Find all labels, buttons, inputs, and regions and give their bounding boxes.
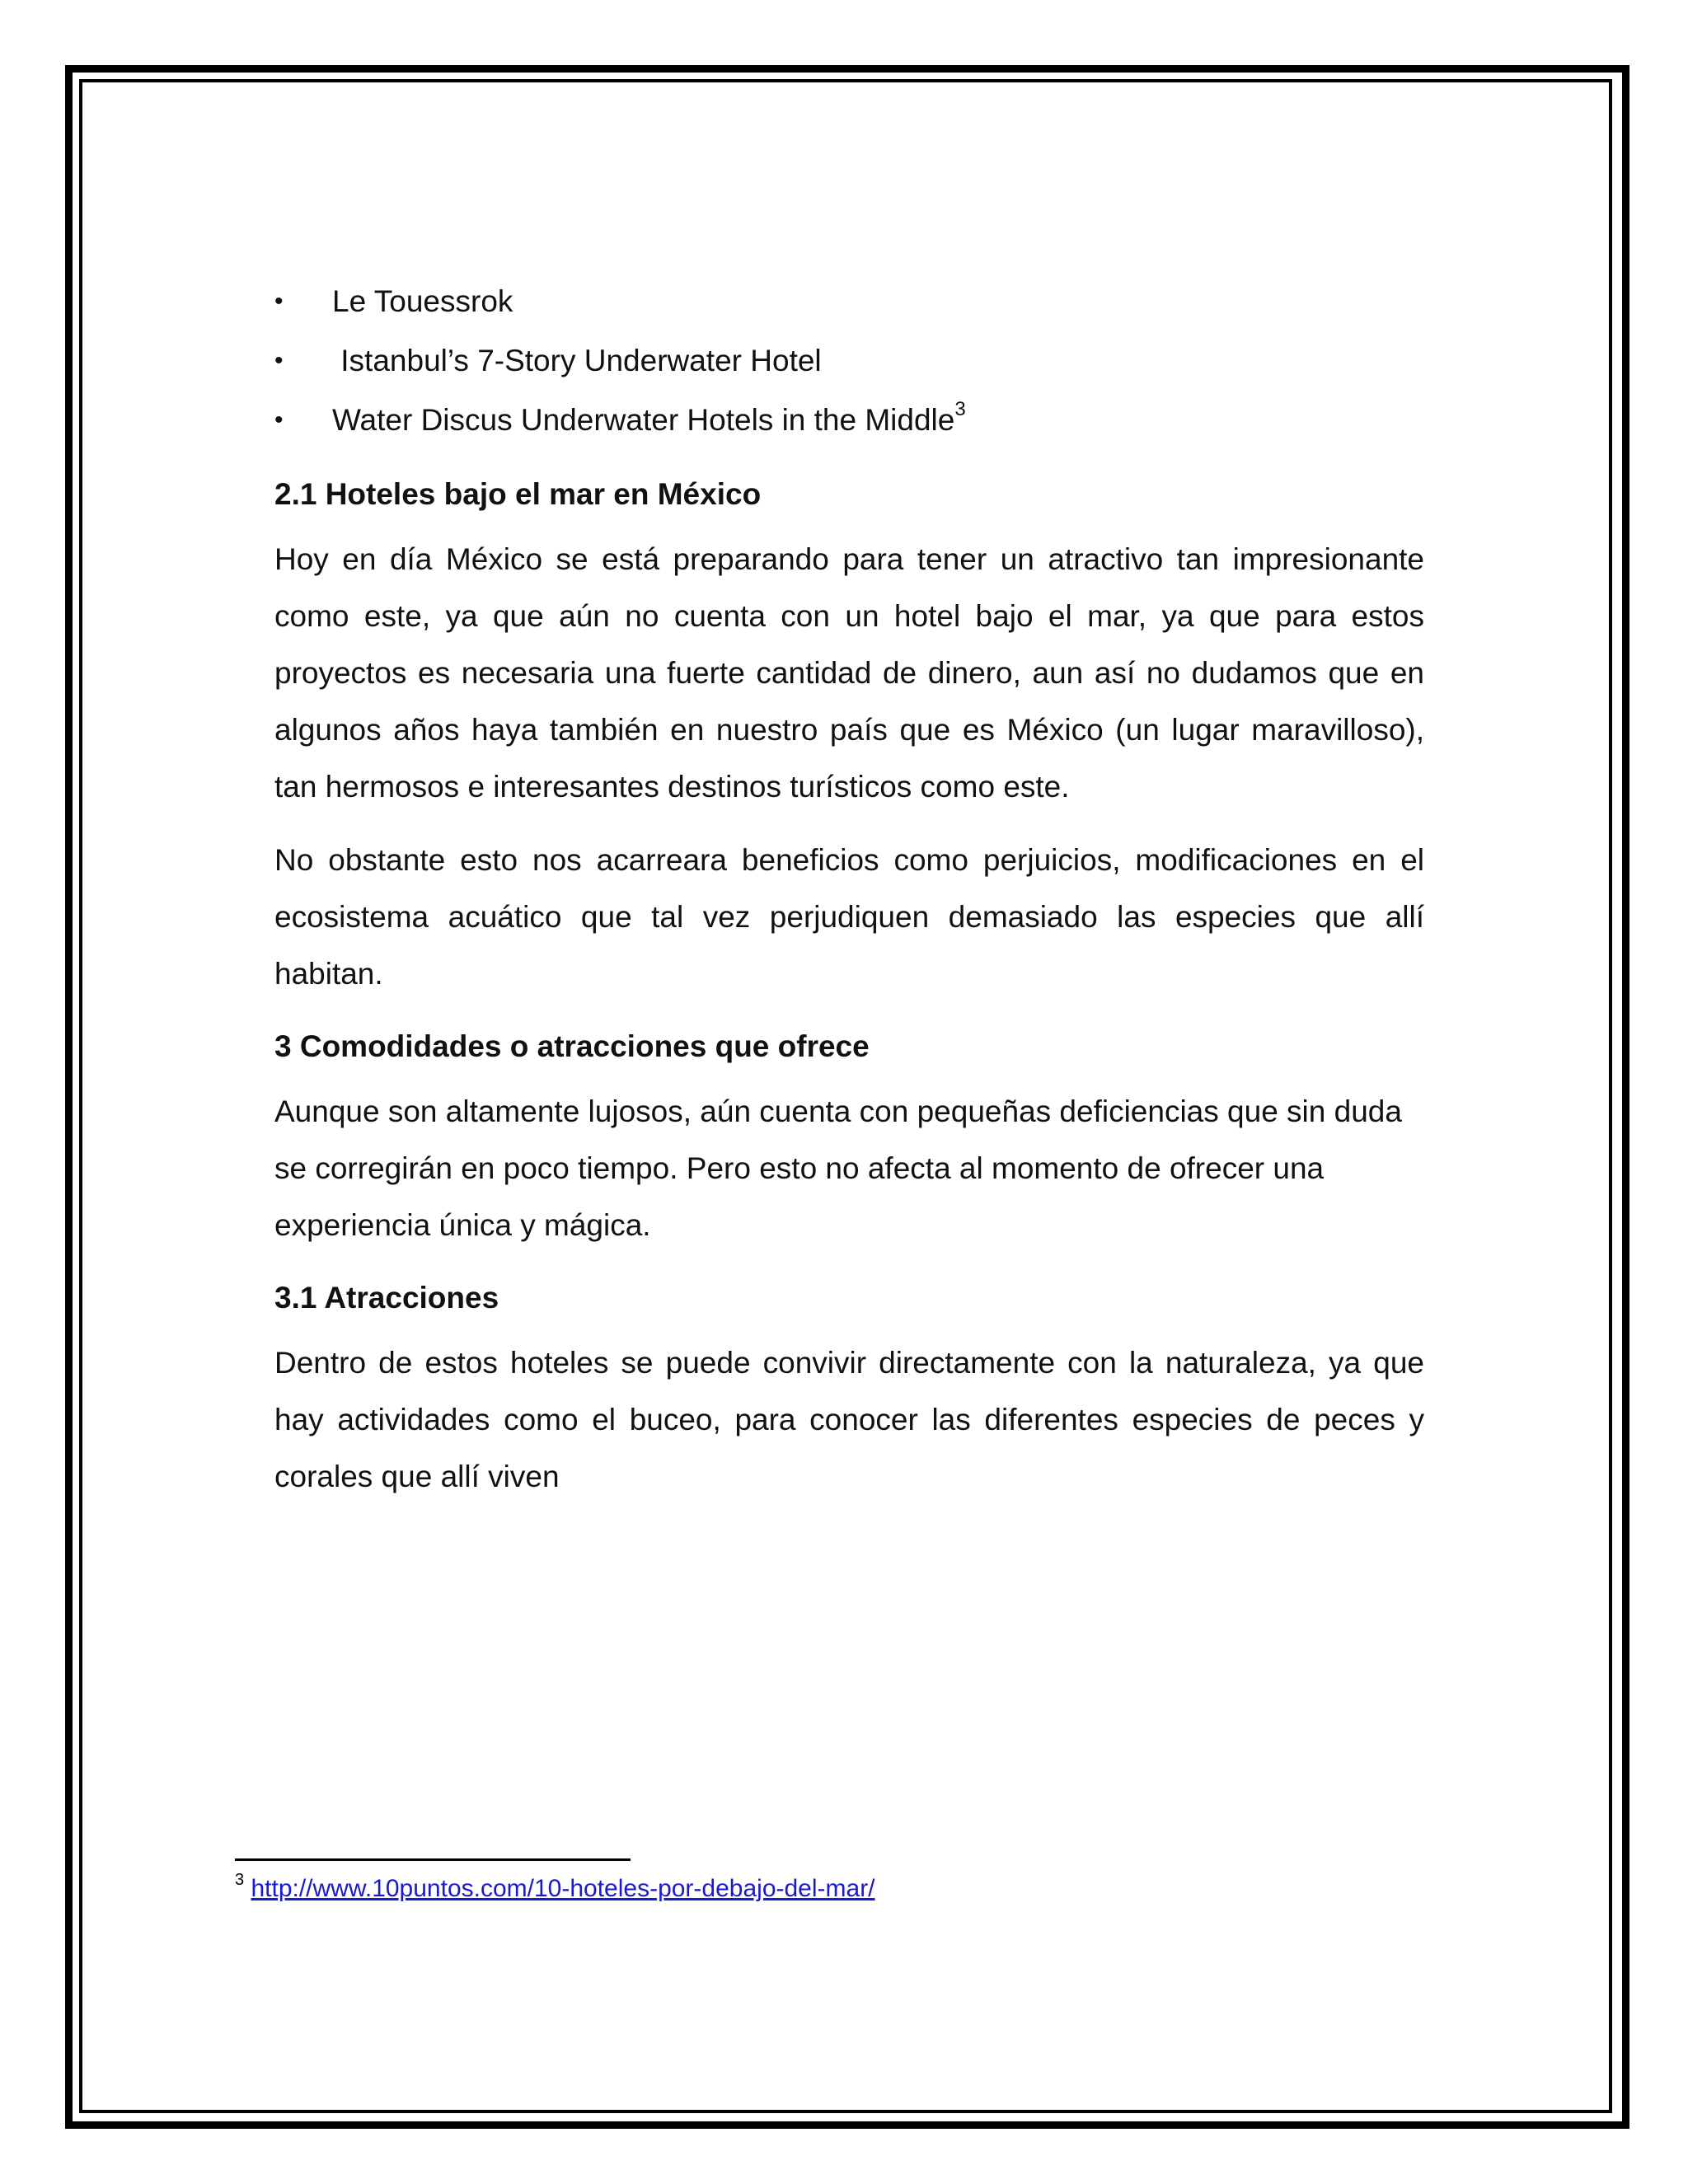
list-item-text: Water Discus Underwater Hotels in the Middle xyxy=(332,403,955,437)
paragraph: Aunque son altamente lujosos, aún cuenta con pequeñas deficiencias que sin duda se corregirán en poco tiempo. Pero esto no afecta al momento de ofrecer una experiencia única y mágica. xyxy=(274,1094,1402,1242)
paragraph: Hoy en día México se está preparando para tener un atractivo tan impresionante como este, ya que aún no cuenta con un hotel bajo el mar, ya que para estos proyectos es necesaria una fuerte cantidad de dinero, aun así no dudamos que en algunos años haya también en nuestro país que es México (un lugar maravilloso), tan hermosos e interesantes destinos turísticos como este. xyxy=(274,542,1424,804)
footnote-number: 3 xyxy=(235,1871,245,1889)
paragraph: No obstante esto nos acarreara beneficios como perjuicios, modificaciones en el ecosistema acuático que tal vez perjudiquen demasiado las especies que allí habitan. xyxy=(274,843,1424,991)
section-heading-2-1: 2.1 Hoteles bajo el mar en México xyxy=(274,477,762,511)
paragraph: Dentro de estos hoteles se puede convivir directamente con la naturaleza, ya que hay actividades como el buceo, para conocer las diferentes especies de peces y corales que allí viven xyxy=(274,1346,1424,1493)
footnote-reference: 3 xyxy=(954,398,966,420)
bullet-icon: • xyxy=(274,288,284,315)
list-item xyxy=(274,391,1424,450)
footnote xyxy=(235,1871,875,1907)
section-heading-3: 3 Comodidades o atracciones que ofrece xyxy=(274,1029,870,1063)
hotel-list xyxy=(274,272,1424,450)
list-item xyxy=(274,331,1424,391)
section-heading-3-1: 3.1 Atracciones xyxy=(274,1281,499,1315)
page-content xyxy=(274,272,1424,1521)
list-item-text: Le Touessrok xyxy=(332,284,513,318)
bullet-icon: • xyxy=(274,406,284,434)
footnote-separator xyxy=(235,1858,631,1861)
list-item xyxy=(274,272,1424,331)
list-item-text: Istanbul’s 7-Story Underwater Hotel xyxy=(332,344,822,377)
footnote-link[interactable]: http://www.10puntos.com/10-hoteles-por-debajo-del-mar/ xyxy=(251,1875,875,1902)
bullet-icon: • xyxy=(274,347,284,374)
